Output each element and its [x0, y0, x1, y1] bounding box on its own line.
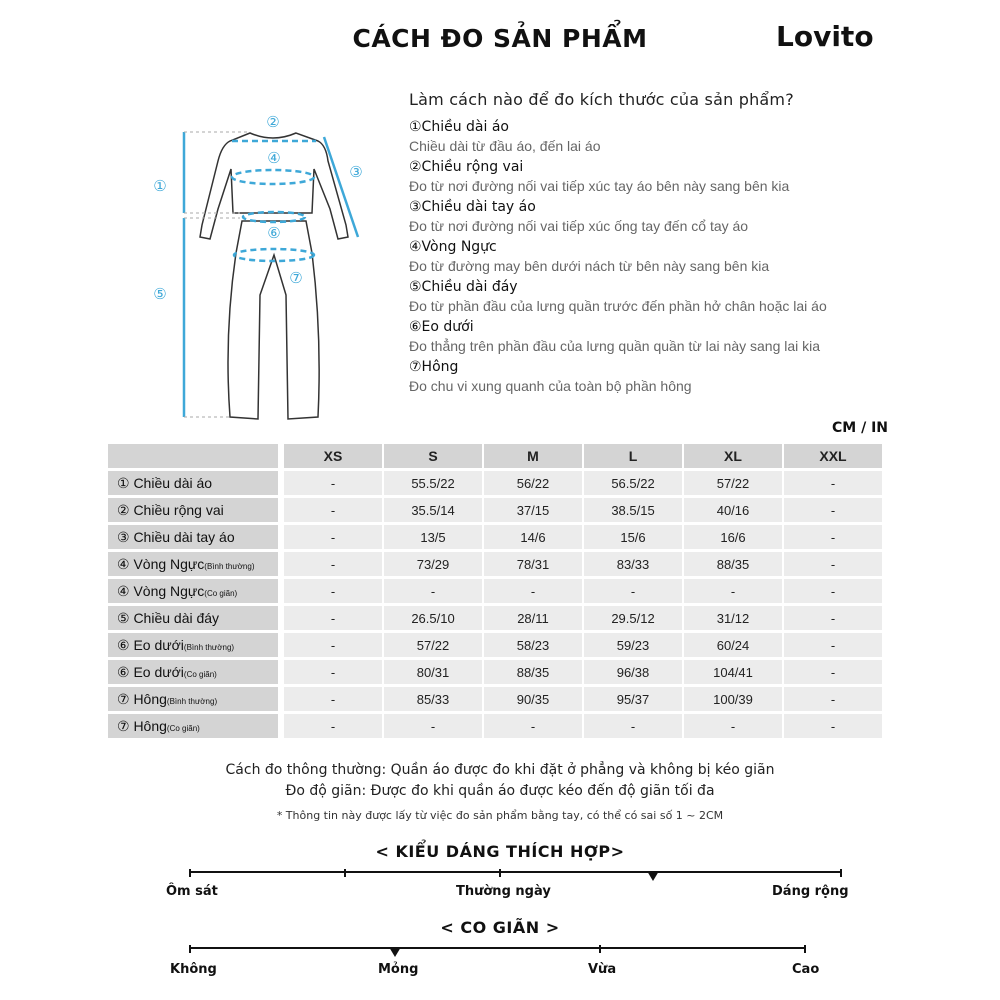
table-cell: - [784, 660, 882, 684]
row-label [108, 687, 278, 711]
fit-scale-line [190, 871, 842, 873]
stretch-scale-tick [599, 945, 601, 953]
table-row [108, 687, 882, 711]
table-cell: - [784, 525, 882, 549]
table-cell: 57/22 [384, 633, 482, 657]
fit-scale-title: < KIỂU DÁNG THÍCH HỢP> [375, 842, 625, 861]
table-cell: 14/6 [484, 525, 582, 549]
row-label-text: ② Chiều rộng vai [117, 501, 224, 518]
table-cell: 85/33 [384, 687, 482, 711]
marker-4: ④ [267, 149, 281, 167]
table-cell: - [784, 714, 882, 738]
table-cell: 16/6 [684, 525, 782, 549]
fit-scale-tick [499, 869, 501, 877]
table-cell: - [584, 714, 682, 738]
table-row [108, 660, 882, 684]
stretch-scale-tick [804, 945, 806, 953]
guide-item-desc: Chiều dài từ đầu áo, đến lai áo [409, 138, 601, 154]
garment-illustration [140, 105, 380, 425]
table-cell: - [284, 525, 382, 549]
guide-item-desc: Đo từ đường may bên dưới nách từ bên này sang bên kia [409, 258, 770, 274]
table-cell: - [284, 498, 382, 522]
stretch-label-none: Không [170, 962, 217, 977]
unit-label: CM / IN [832, 420, 888, 436]
garment-outline [200, 133, 348, 419]
table-cell: 56.5/22 [584, 471, 682, 495]
row-label-text: ⑦ Hông [117, 717, 167, 734]
guide-item [409, 238, 969, 277]
table-row [108, 714, 882, 738]
table-header-row [108, 444, 882, 468]
row-label [108, 471, 278, 495]
table-cell: 90/35 [484, 687, 582, 711]
row-label [108, 579, 278, 603]
row-label-text: ⑤ Chiều dài đáy [117, 609, 220, 626]
marker-6: ⑥ [267, 224, 281, 242]
guide-item-name: ①Chiều dài áo [409, 119, 509, 135]
guide-item-desc: Đo thẳng trên phần đầu của lưng quần quần từ lai này sang lai kia [409, 338, 821, 354]
table-cell: 26.5/10 [384, 606, 482, 630]
table-cell: 15/6 [584, 525, 682, 549]
table-cell: 88/35 [484, 660, 582, 684]
row-label-text: ④ Vòng Ngực [117, 582, 205, 599]
row-label-qualifier: (Co giãn) [166, 723, 200, 733]
guide-item-name: ④Vòng Ngực [409, 239, 497, 255]
row-label-text: ⑦ Hông [117, 690, 167, 707]
guide-item-desc: Đo từ phần đầu của lưng quần trước đến phần hở chân hoặc lai áo [409, 298, 827, 314]
fit-scale-tick [189, 869, 191, 877]
table-cell: - [484, 714, 582, 738]
marker-2: ② [266, 113, 280, 131]
guide-question: Làm cách nào để đo kích thước của sản phẩm? [409, 90, 794, 109]
guide-item [409, 198, 969, 237]
table-cell: 78/31 [484, 552, 582, 576]
table-cell: 38.5/15 [584, 498, 682, 522]
marker-1: ① [153, 177, 167, 195]
table-cell: - [784, 606, 882, 630]
guide-item [409, 358, 969, 397]
size-header: XS [284, 444, 382, 468]
row-label [108, 552, 278, 576]
guide-item-name: ⑥Eo dưới [409, 319, 474, 335]
table-cell: 58/23 [484, 633, 582, 657]
table-cell: - [784, 471, 882, 495]
row-label-qualifier: (Co giãn) [204, 588, 238, 598]
table-cell: 31/12 [684, 606, 782, 630]
table-cell: 57/22 [684, 471, 782, 495]
table-cell: 40/16 [684, 498, 782, 522]
size-header: M [484, 444, 582, 468]
table-cell: 28/11 [484, 606, 582, 630]
guide-item-name: ⑤Chiều dài đáy [409, 279, 518, 295]
guide-item [409, 118, 969, 157]
guide-item-desc: Đo từ nơi đường nối vai tiếp xúc tay áo bên này sang bên kia [409, 178, 790, 194]
guide-item-name: ⑦Hông [409, 359, 459, 375]
table-corner [108, 444, 278, 468]
table-row [108, 606, 882, 630]
table-cell: 60/24 [684, 633, 782, 657]
fit-scale-tick [344, 869, 346, 877]
row-label [108, 660, 278, 684]
guide-item-name: ③Chiều dài tay áo [409, 199, 536, 215]
marker-7: ⑦ [289, 269, 303, 287]
guide-item-name: ②Chiều rộng vai [409, 159, 524, 175]
note-disclaimer: * Thông tin này được lấy từ việc đo sản phẩm bằng tay, có thể có sai số 1 ~ 2CM [276, 809, 724, 822]
row-label-text: ⑥ Eo dưới [117, 636, 184, 653]
row-label-qualifier: (Bình thường) [183, 642, 235, 652]
measurement-guide [409, 90, 969, 398]
stretch-scale-line [190, 947, 806, 949]
measurement-notes [0, 760, 1000, 822]
fit-scale-marker [647, 871, 659, 881]
table-row [108, 579, 882, 603]
note-stretch: Đo độ giãn: Được đo khi quần áo được kéo đến độ giãn tối đa [285, 783, 715, 799]
table-cell: - [384, 579, 482, 603]
fit-label-tight: Ôm sát [166, 884, 218, 899]
table-row [108, 552, 882, 576]
table-cell: 55.5/22 [384, 471, 482, 495]
guide-item [409, 318, 969, 357]
table-cell: 96/38 [584, 660, 682, 684]
fit-scale-tick [840, 869, 842, 877]
table-row [108, 525, 882, 549]
table-cell: 37/15 [484, 498, 582, 522]
guide-item-desc: Đo chu vi xung quanh của toàn bộ phần hông [409, 378, 692, 394]
table-cell: - [684, 579, 782, 603]
page-title: CÁCH ĐO SẢN PHẨM [352, 24, 648, 53]
note-normal: Cách đo thông thường: Quần áo được đo khi đặt ở phẳng và không bị kéo giãn [225, 762, 775, 778]
guide-item [409, 278, 969, 317]
stretch-scale-tick [189, 945, 191, 953]
marker-3: ③ [349, 163, 363, 181]
brand-logo: Lovito [776, 20, 874, 53]
table-cell: - [284, 633, 382, 657]
table-cell: 95/37 [584, 687, 682, 711]
table-cell: - [284, 579, 382, 603]
table-cell: 13/5 [384, 525, 482, 549]
table-cell: - [784, 687, 882, 711]
size-header: XL [684, 444, 782, 468]
table-cell: 29.5/12 [584, 606, 682, 630]
stretch-label-high: Cao [792, 962, 820, 977]
row-label [108, 498, 278, 522]
size-table [108, 441, 882, 741]
fit-label-loose: Dáng rộng [772, 884, 849, 899]
size-header: XXL [784, 444, 882, 468]
stretch-label-thin: Mỏng [378, 962, 419, 977]
row-label-qualifier: (Bình thường) [204, 561, 255, 571]
table-cell: - [284, 714, 382, 738]
row-label-text: ④ Vòng Ngực [117, 555, 205, 572]
row-label-qualifier: (Bình thường) [166, 696, 218, 706]
table-cell: 56/22 [484, 471, 582, 495]
table-cell: - [784, 552, 882, 576]
table-cell: - [284, 471, 382, 495]
table-cell: - [284, 552, 382, 576]
table-row [108, 633, 882, 657]
table-cell: 80/31 [384, 660, 482, 684]
row-label [108, 525, 278, 549]
row-label-qualifier: (Co giãn) [183, 669, 217, 679]
table-cell: - [784, 633, 882, 657]
row-label [108, 714, 278, 738]
table-cell: - [284, 660, 382, 684]
table-cell: 73/29 [384, 552, 482, 576]
table-cell: - [684, 714, 782, 738]
guide-item-desc: Đo từ nơi đường nối vai tiếp xúc ống tay đến cổ tay áo [409, 218, 749, 234]
fit-label-regular: Thường ngày [456, 884, 551, 899]
table-cell: 88/35 [684, 552, 782, 576]
row-label-text: ① Chiều dài áo [117, 474, 213, 491]
table-cell: 100/39 [684, 687, 782, 711]
marker-5: ⑤ [153, 285, 167, 303]
stretch-scale-title: < CO GIÃN > [440, 918, 560, 937]
table-cell: - [384, 714, 482, 738]
table-cell: - [584, 579, 682, 603]
table-cell: 35.5/14 [384, 498, 482, 522]
table-cell: 104/41 [684, 660, 782, 684]
table-cell: - [284, 606, 382, 630]
size-header: L [584, 444, 682, 468]
row-label [108, 633, 278, 657]
table-cell: - [284, 687, 382, 711]
size-header: S [384, 444, 482, 468]
table-cell: 59/23 [584, 633, 682, 657]
row-label [108, 606, 278, 630]
table-row [108, 498, 882, 522]
table-cell: - [784, 498, 882, 522]
table-cell: - [484, 579, 582, 603]
table-cell: - [784, 579, 882, 603]
stretch-scale-marker [389, 947, 401, 957]
row-label-text: ⑥ Eo dưới [117, 663, 184, 680]
table-cell: 83/33 [584, 552, 682, 576]
table-row [108, 471, 882, 495]
guide-item [409, 158, 969, 197]
stretch-label-medium: Vừa [588, 962, 617, 977]
row-label-text: ③ Chiều dài tay áo [117, 528, 235, 545]
